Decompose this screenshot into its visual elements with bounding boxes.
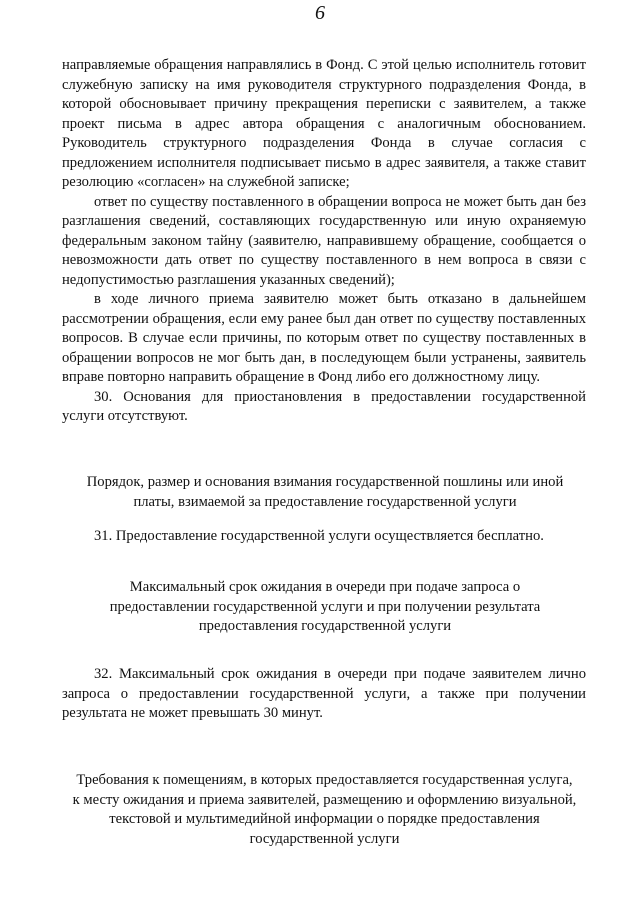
paragraph-continuation: направляемые обращения направлялись в Фонд. С этой целью исполнитель готовит служебную записку на имя руководителя структурного подразделения Фонда, в которой обосновывает причину прекращения переписки с заявителем, а также проект письма в адрес автора обращения с аналогичным обоснованием. Руководитель структурного подразделения Фонда в случае согласия с предложением исполнителя подписывает письмо в адрес заявителя, а также ставит резолюцию «согласен» на служебной записке;	[62, 57, 586, 190]
section-heading-fee: Порядок, размер и основания взимания государственной пошлины или иной платы, взимаемой за предоставление государственной услуги	[86, 474, 564, 510]
section-heading-wait-time: Максимальный срок ожидания в очереди при подаче запроса о предоставлении государственной услуги и при получении результата предоставления государственной услуги	[109, 579, 541, 634]
paragraph-personal-reception: в ходе личного приема заявителю может быть отказано в дальнейшем рассмотрении обращения, если ему ранее был дан ответ по существу поставленных вопросов. В случае если причины, по которым ответ по существу поставленных в обращении вопросов не мог быть дан, в последующем были устранены, заявитель вправе повторно направить обращение в Фонд либо его должностному лицу.	[62, 291, 586, 385]
section-heading-premises: Требования к помещениям, в которых предоставляется государственная услуга, к месту ожидания и приема заявителей, размещению и оформлению визуальной, текстовой и мультимедийной информации о порядке предоставления государственной услуги	[72, 772, 577, 847]
paragraph-30: 30. Основания для приостановления в предоставлении государственной услуги отсутствуют.	[62, 388, 586, 424]
paragraph-32: 32. Максимальный срок ожидания в очереди при подаче заявителем лично запроса о предоставлении государственной услуги, а также при получении результата не может превышать 30 минут.	[62, 666, 586, 721]
paragraph-31: 31. Предоставление государственной услуги осуществляется бесплатно.	[94, 528, 544, 544]
paragraph-secret-info: ответ по существу поставленного в обращении вопроса не может быть дан без разглашения сведений, составляющих государственную или иную охраняемую федеральным законом тайну (заявителю, направившему обращение, сообщается о невозможности дать ответ по существу поставленного в нем вопроса в связи с недопустимостью разглашения указанных сведений);	[62, 193, 586, 288]
body-text	[62, 56, 586, 427]
page-number: 6	[315, 2, 325, 24]
